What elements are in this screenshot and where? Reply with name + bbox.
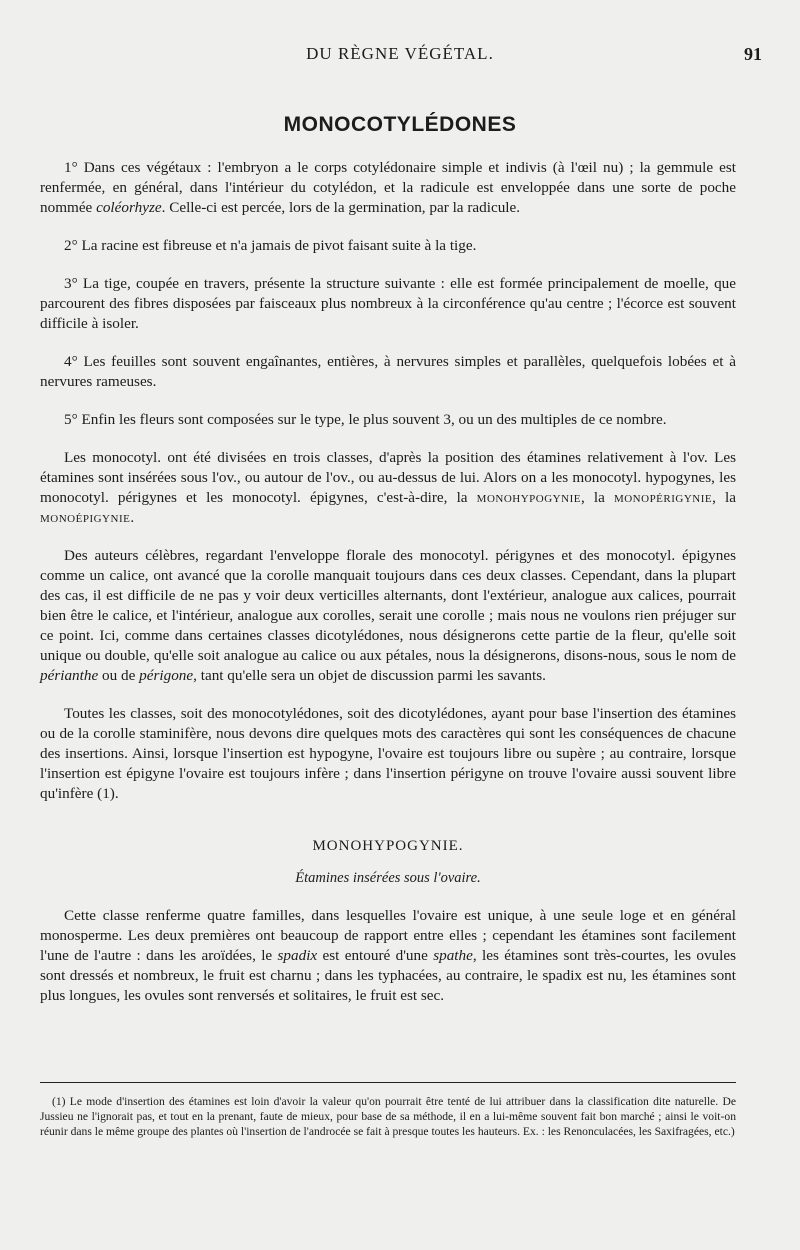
- body-text: [40, 158, 736, 1024]
- paragraph-classes: Les monocotyl. ont été divisées en trois classes, d'après la position des étamines relativement à l'ov. Les étamines sont insérées sous l'ov., ou autour de l'ov., ou au-dessus de lui. Alors on a les monocotyl. hypogynes, les monocotyl. périgynes et les monocotyl. épigynes, c'est-à-dire, la monohypogynie, la monopérigynie, la monoépigynie.: [40, 449, 736, 526]
- paragraph-flowers: 5° Enfin les fleurs sont composées sur le type, le plus souvent 3, ou un des multiples de ce nombre.: [64, 411, 667, 428]
- main-title: MONOCOTYLÉDONES: [283, 113, 517, 136]
- paragraph-leaves: 4° Les feuilles sont souvent engaînantes, entières, à nervures simples et parallèles, quelquefois lobées et à nervures rameuses.: [40, 353, 736, 390]
- footnote-divider: [40, 1082, 736, 1083]
- page-number: 91: [744, 44, 762, 64]
- paragraph-root: 2° La racine est fibreuse et n'a jamais de pivot faisant suite à la tige.: [64, 237, 477, 254]
- running-head: [0, 44, 800, 74]
- footnote-text: (1) Le mode d'insertion des étamines est loin d'avoir la valeur qu'on pourrait être tenté de lui attribuer dans la classification dite naturelle. De Jussieu ne l'ignorait pas, et tout en la prenant, faute de mieux, pour base de sa méthode, il en a lui-même souvent fait bon marché ; ainsi le voit-on réunir dans le même groupe des plantes où l'insertion de l'androcée se fait à presque toutes les hauteurs. Ex. : les Renonculacées, les Saxifragées, etc.): [40, 1095, 736, 1138]
- section-subtitle: Étamines insérées sous l'ovaire.: [295, 870, 481, 886]
- footnote: [40, 1094, 736, 1139]
- paragraph-embryo: 1° Dans ces végétaux : l'embryon a le corps cotylédonaire simple et indivis (à l'œil nu) ; la gemmule est renfermée, en général, dans l'intérieur du cotylédon, et la radicule est enveloppée dans une sorte de poche nommée coléorhyze. Celle-ci est percée, lors de la germination, par la radicule.: [40, 159, 736, 216]
- paragraph-insertion: Toutes les classes, soit des monocotylédones, soit des dicotylédones, ayant pour base l'insertion des étamines ou de la corolle staminifère, nous devons dire quelques mots des caractères qui sont les conséquences de chacune des insertions. Ainsi, lorsque l'insertion est hypogyne, l'ovaire est toujours libre ou supère ; au contraire, lorsque l'insertion est épigyne l'ovaire est toujours infère ; dans l'insertion périgyne on trouve l'ovaire aussi souvent libre qu'infère (1).: [40, 705, 736, 802]
- running-title: DU RÈGNE VÉGÉTAL.: [306, 44, 494, 63]
- section-title: MONOHYPOGYNIE.: [312, 838, 464, 854]
- paragraph-perianth: Des auteurs célèbres, regardant l'enveloppe florale des monocotyl. périgynes et des monocotyl. épigynes comme un calice, ont avancé que la corolle manquait toujours dans ces deux classes. Cependant, dans la plupart des cas, il est difficile de ne pas y voir deux verticilles alternants, dont l'extérieur, analogue aux calices, pourrait bien être le calice, et l'intérieur, analogue aux corolles, serait une corolle ; mais nous ne voulons rien préjuger sur ce point. Ici, comme dans certaines classes dicotylédones, nous désignerons cette partie de la fleur, qu'elle soit unique ou double, qu'elle soit analogue au calice ou aux pétales, nous la désignerons, disons-nous, sous le nom de périanthe ou de périgone, tant qu'elle sera un objet de discussion parmi les savants.: [40, 547, 736, 684]
- paragraph-monohypogynie: Cette classe renferme quatre familles, dans lesquelles l'ovaire est unique, à une seule loge et en général monosperme. Les deux premières ont beaucoup de rapport entre elles ; cependant les étamines sont facilement l'une de l'autre : dans les aroïdées, le spadix est entouré d'une spathe, les étamines sont très-courtes, les ovules sont dressés et nombreux, le fruit est charnu ; dans les typhacées, au contraire, le spadix est nu, les étamines sont plus longues, les ovules sont renversés et solitaires, le fruit est sec.: [40, 907, 737, 1004]
- paragraph-stem: 3° La tige, coupée en travers, présente la structure suivante : elle est formée principalement de moelle, que parcourent des fibres disposées par faisceaux plus nombreux à la circonférence qu'au centre ; l'écorce est souvent difficile à isoler.: [40, 275, 736, 332]
